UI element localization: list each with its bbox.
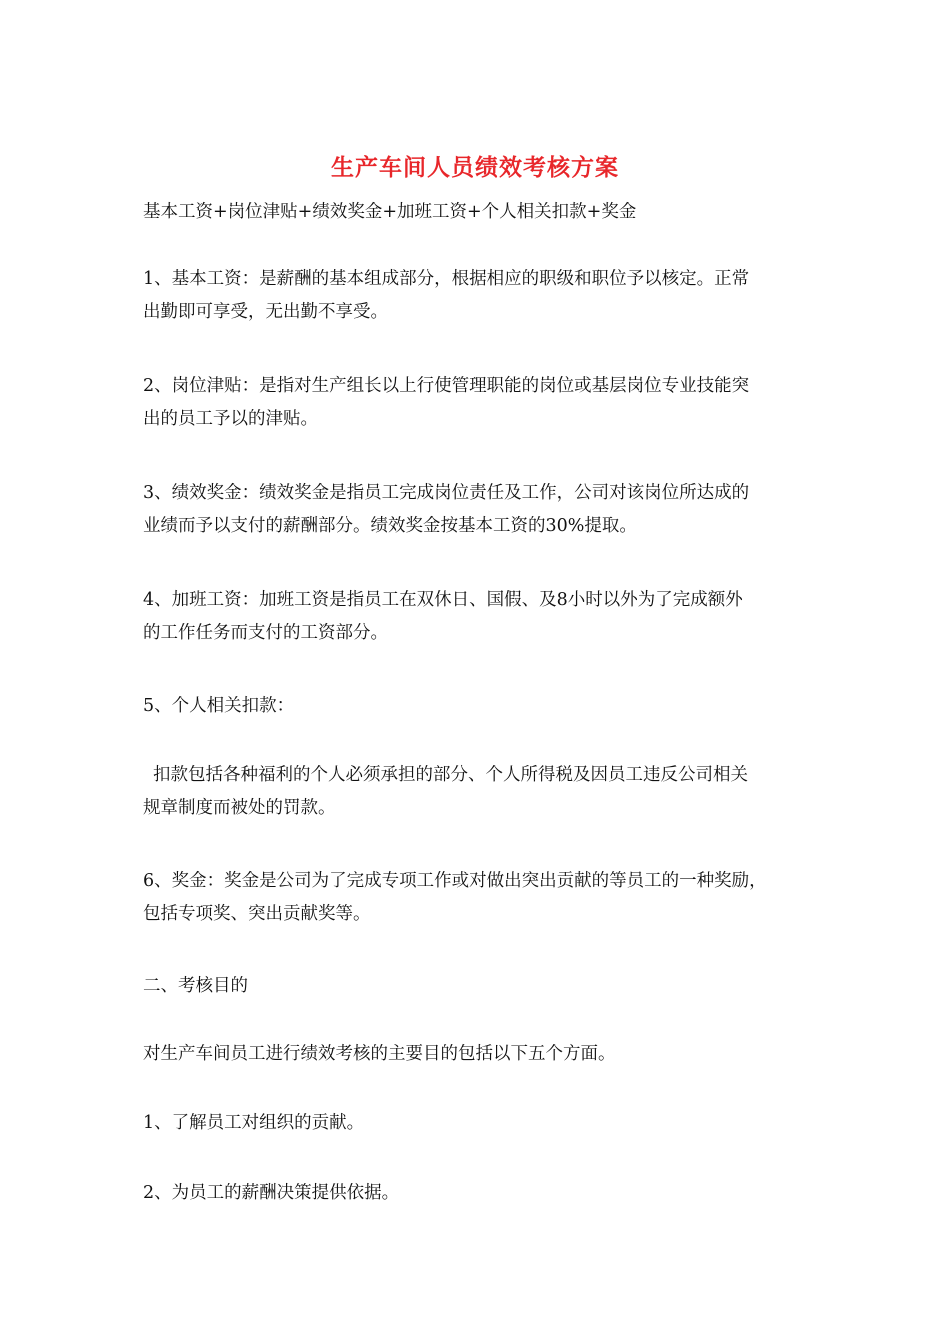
paragraph-line: 6、奖金：奖金是公司为了完成专项工作或对做出突出贡献的等员工的一种奖励， bbox=[143, 871, 767, 891]
paragraph-line: 业绩而予以支付的薪酬部分。绩效奖金按基本工资的30%提取。 bbox=[143, 516, 637, 536]
paragraph-overtime-pay bbox=[143, 584, 815, 650]
paragraph-line: 出的员工予以的津贴。 bbox=[143, 409, 318, 429]
salary-formula: 基本工资+岗位津贴+绩效奖金+加班工资+个人相关扣款+奖金 bbox=[143, 202, 637, 222]
document-title: 生产车间人员绩效考核方案 bbox=[331, 154, 619, 181]
paragraph-bonus bbox=[143, 865, 815, 931]
paragraph-deductions-heading: 5、个人相关扣款： bbox=[143, 696, 295, 716]
list-item: 1、了解员工对组织的贡献。 bbox=[143, 1113, 365, 1133]
paragraph-line: 4、加班工资：加班工资是指员工在双休日、国假、及8小时以外为了完成额外 bbox=[143, 590, 743, 610]
list-item: 2、为员工的薪酬决策提供依据。 bbox=[143, 1183, 400, 1203]
paragraph-line: 扣款包括各种福利的个人必须承担的部分、个人所得税及因员工违反公司相关 bbox=[153, 765, 748, 785]
paragraph-line: 包括专项奖、突出贡献奖等。 bbox=[143, 904, 371, 924]
paragraph-line: 2、岗位津贴：是指对生产组长以上行使管理职能的岗位或基层岗位专业技能突 bbox=[143, 376, 750, 396]
section-heading: 二、考核目的 bbox=[143, 976, 248, 996]
paragraph-deductions bbox=[143, 759, 825, 825]
paragraph-position-allowance bbox=[143, 370, 815, 436]
paragraph-basic-salary bbox=[143, 263, 815, 329]
paragraph-line: 的工作任务而支付的工资部分。 bbox=[143, 623, 388, 643]
paragraph-line: 出勤即可享受，无出勤不享受。 bbox=[143, 302, 388, 322]
paragraph-line: 规章制度而被处的罚款。 bbox=[143, 798, 336, 818]
paragraph-performance-bonus bbox=[143, 477, 815, 543]
paragraph-line: 3、绩效奖金：绩效奖金是指员工完成岗位责任及工作，公司对该岗位所达成的 bbox=[143, 483, 750, 503]
section-intro: 对生产车间员工进行绩效考核的主要目的包括以下五个方面。 bbox=[143, 1044, 616, 1064]
paragraph-line: 1、基本工资：是薪酬的基本组成部分，根据相应的职级和职位予以核定。正常 bbox=[143, 269, 750, 289]
